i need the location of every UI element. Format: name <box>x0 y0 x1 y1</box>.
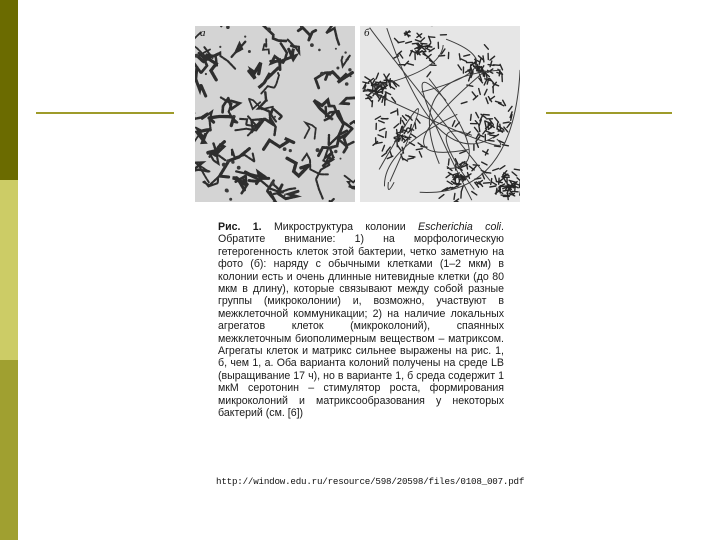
panel-b-label: б <box>364 27 370 39</box>
figure-caption <box>218 221 504 420</box>
decorative-rule-left <box>36 112 174 114</box>
micrograph-b-image <box>360 26 520 202</box>
source-link[interactable]: http://window.edu.ru/resource/598/20598/files/0108_007.pdf <box>216 476 525 487</box>
micrograph-panel-b <box>360 26 520 202</box>
sidebar-segment-bottom <box>0 360 18 540</box>
micrograph-a-image <box>195 26 355 202</box>
decorative-rule-right <box>546 112 672 114</box>
sidebar-segment-top <box>0 0 18 180</box>
caption-body: Обратите внимание: 1) на морфологическую гетерогенность клеток этой бактерии, четко заметную на фото (б): наряду с обычными клетками (1–2 мкм) в колонии есть и очень длинные нитевидные клетки (до 80 мкм в длину), которые связывают между собой разные группы (микроколонии) и, возможно, участвуют в межклеточной коммуникации; 2) на наличие локальных агрегатов клеток (микроколоний), спаянных межклеточным биополимерным веществом – матриксом. Агрегаты клеток и матрикс сильнее выражены на рис. 1, б, чем 1, а. Оба варианта колоний получены на среде LB (выращивание 17 ч), но в варианте 1, б среда содержит 1 мкМ серотонин – стимулятор роста, формирования микроколоний и матриксообразования у некоторых бактерий (см. [6]) <box>218 233 504 420</box>
sidebar-segment-middle <box>0 180 18 360</box>
decorative-sidebar <box>0 0 18 540</box>
caption-title-post: . <box>501 221 504 233</box>
caption-lead: Рис. 1. <box>218 221 262 233</box>
micrograph-panel-a <box>195 26 355 202</box>
panel-a-label: а <box>200 27 206 39</box>
caption-genus: Escherichia coli <box>418 221 502 233</box>
caption-title-pre: Микроструктура колонии <box>261 221 419 233</box>
